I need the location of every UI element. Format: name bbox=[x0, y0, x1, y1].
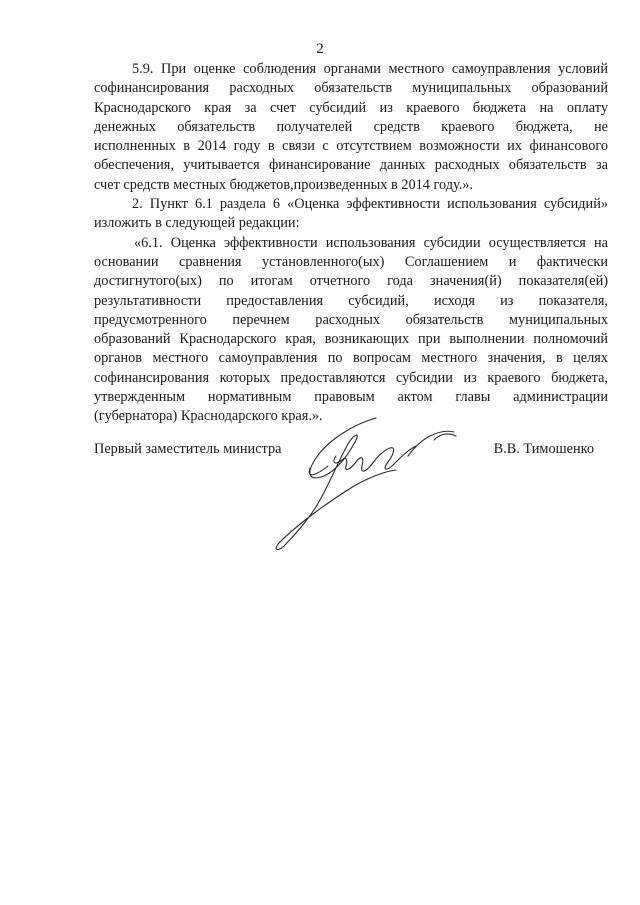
text-line: обеспечения, учитывается финансирование данных расходных обязательств за bbox=[94, 157, 608, 174]
text-line: «6.1. Оценка эффективности использования субсидии осуществляется на bbox=[134, 234, 608, 251]
text-line: Краснодарского края за счет субсидий из краевого бюджета на оплату bbox=[94, 99, 608, 116]
text-line: достигнутого(ых) по итогам отчетного года значения(й) показателя(ей) bbox=[94, 273, 608, 290]
text-line: (губернатора) Краснодарского края.». bbox=[94, 408, 323, 425]
text-line: результативности предоставления субсидий, исходя из показателя, bbox=[94, 292, 608, 309]
text-line: основании сравнения установленного(ых) Соглашением и фактически bbox=[94, 253, 608, 270]
text-line: предусмотренного перечнем расходных обязательств муниципальных bbox=[94, 311, 608, 328]
signatory-name: В.В. Тимошенко bbox=[493, 441, 594, 457]
text-line: 5.9. При оценке соблюдения органами местного самоуправления условий bbox=[132, 61, 608, 77]
signatory-position: Первый заместитель министра bbox=[94, 441, 282, 457]
page-number: 2 bbox=[316, 41, 324, 57]
text-line: денежных обязательств получателей средств краевого бюджета, не bbox=[94, 118, 608, 135]
text-line: счет средств местных бюджетов,произведенных в 2014 году.». bbox=[94, 176, 473, 193]
text-line: софинансирования которых предоставляются субсидии из краевого бюджета, bbox=[94, 369, 608, 386]
handwritten-signature-icon bbox=[258, 410, 488, 555]
text-line: утвержденным нормативным правовым актом главы администрации bbox=[94, 389, 608, 406]
text-line: исполненных в 2014 году в связи с отсутствием возможности их финансового bbox=[94, 138, 608, 155]
signature-block bbox=[94, 441, 608, 463]
paragraph-6-1 bbox=[94, 234, 608, 427]
text-line: изложить в следующей редакции: bbox=[94, 215, 300, 232]
text-line: 2. Пункт 6.1 раздела 6 «Оценка эффективности использования субсидий» bbox=[132, 196, 608, 213]
paragraph-5-9 bbox=[94, 60, 608, 195]
paragraph-2 bbox=[94, 195, 608, 234]
text-line: органов местного самоуправления по вопросам местного значения, в целях bbox=[94, 350, 608, 367]
document-body bbox=[94, 60, 608, 427]
text-line: образований Краснодарского края, возникающих при выполнении полномочий bbox=[94, 331, 608, 348]
text-line: софинансирования расходных обязательств муниципальных образований bbox=[94, 80, 608, 97]
